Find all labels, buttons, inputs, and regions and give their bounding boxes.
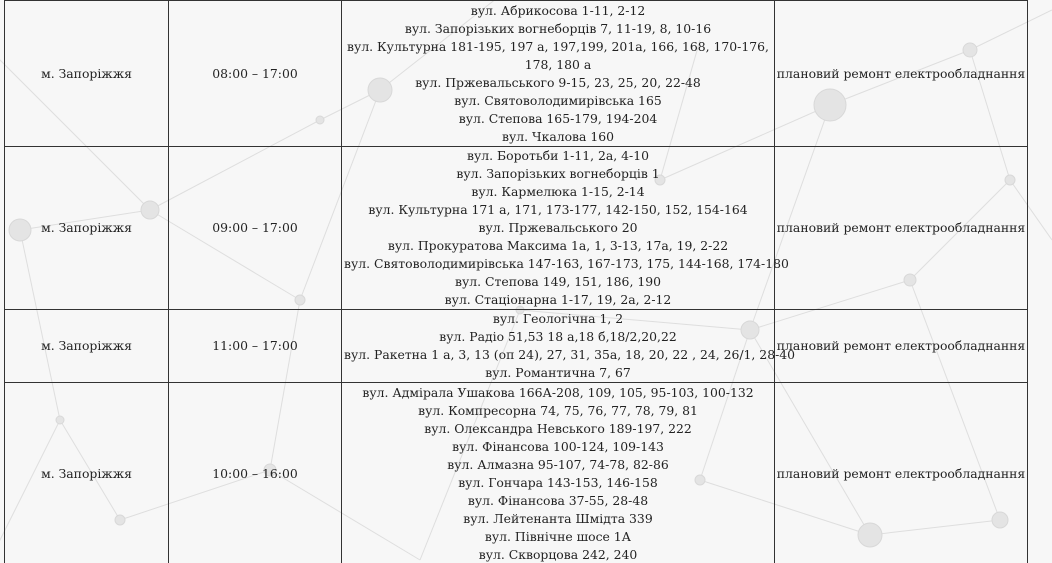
address-line: вул. Кармелюка 1-15, 2-14	[471, 184, 645, 199]
address-line: вул. Пржевальського 20	[478, 220, 638, 235]
address-line: вул. Культурна 171 а, 171, 173-177, 142-150, 152, 154-164	[368, 202, 748, 217]
city-cell: м. Запоріжжя	[5, 147, 169, 310]
addresses-cell	[342, 383, 775, 563]
address-line: вул. Компресорна 74, 75, 76, 77, 78, 79, 81	[418, 402, 698, 418]
time-cell: 10:00 – 16:00	[169, 383, 342, 563]
address-line: вул. Геологічна 1, 2	[492, 311, 624, 326]
address-line: вул. Алмазна 95-107, 74-78, 82-86	[447, 456, 669, 472]
address-line: вул. Степова 165-179, 194-204	[458, 110, 658, 126]
addresses-cell	[342, 310, 796, 383]
reason-cell: плановий ремонт електрообладнання	[775, 1, 1028, 147]
time-cell: 11:00 – 17:00	[169, 310, 342, 383]
address-line: вул. Запорізьких вогнеборців 1	[456, 166, 660, 181]
city-cell: м. Запоріжжя	[5, 383, 169, 563]
table-row	[5, 310, 1028, 383]
address-line: вул. Романтична 7, 67	[485, 365, 631, 380]
address-line: вул. Боротьби 1-11, 2а, 4-10	[467, 148, 649, 163]
address-line: вул. Адмірала Ушакова 166А-208, 109, 105, 95-103, 100-132	[362, 384, 754, 400]
address-line: вул. Абрикосова 1-11, 2-12	[470, 2, 646, 18]
address-line: вул. Степова 149, 151, 186, 190	[455, 274, 661, 289]
reason-cell: плановий ремонт електрообладнання	[775, 310, 1028, 383]
table-row	[5, 383, 1028, 563]
city-cell: м. Запоріжжя	[5, 1, 169, 147]
addresses-cell	[342, 1, 775, 147]
address-line: вул. Стаціонарна 1-17, 19, 2а, 2-12	[444, 292, 672, 307]
address-line: вул. Пржевальського 9-15, 23, 25, 20, 22-48	[415, 74, 701, 90]
address-line: вул. Прокуратова Максима 1а, 1, 3-13, 17а, 19, 2-22	[387, 238, 729, 253]
reason-cell: плановий ремонт електрообладнання	[775, 147, 1028, 310]
address-line: вул. Скворцова 242, 240	[478, 546, 638, 562]
address-line: вул. Гончара 143-153, 146-158	[458, 474, 658, 490]
address-line: вул. Радіо 51,53 18 а,18 б,18/2,20,22	[439, 329, 677, 344]
address-line: вул. Ракетна 1 а, 3, 13 (оп 24), 27, 31, 35а, 18, 20, 22 , 24, 26/1, 28-40	[344, 347, 796, 362]
address-line: вул. Фінансова 100-124, 109-143	[452, 438, 664, 454]
address-line: вул. Фінансова 37-55, 28-48	[467, 492, 649, 508]
address-line: вул. Запорізьких вогнеборців 7, 11-19, 8, 10-16	[404, 20, 712, 36]
address-line: вул. Лейтенанта Шмідта 339	[463, 510, 653, 526]
outage-schedule-table	[4, 0, 1028, 563]
table-row	[5, 1, 1028, 147]
city-cell: м. Запоріжжя	[5, 310, 169, 383]
table-row	[5, 147, 1028, 310]
address-line: вул. Культурна 181-195, 197 а, 197,199, 201а, 166, 168, 170-176, 178, 180 а	[347, 38, 769, 72]
address-line: вул. Північне шосе 1А	[484, 528, 632, 544]
address-line: вул. Олександра Невського 189-197, 222	[424, 420, 692, 436]
address-line: вул. Святоволодимирівська 147-163, 167-173, 175, 144-168, 174-180	[344, 256, 789, 271]
time-cell: 09:00 – 17:00	[169, 147, 342, 310]
address-line: вул. Святоволодимирівська 165	[454, 92, 662, 108]
reason-cell: плановий ремонт електрообладнання	[775, 383, 1028, 563]
addresses-cell	[342, 147, 789, 310]
time-cell: 08:00 – 17:00	[169, 1, 342, 147]
address-line: вул. Чкалова 160	[501, 128, 614, 144]
